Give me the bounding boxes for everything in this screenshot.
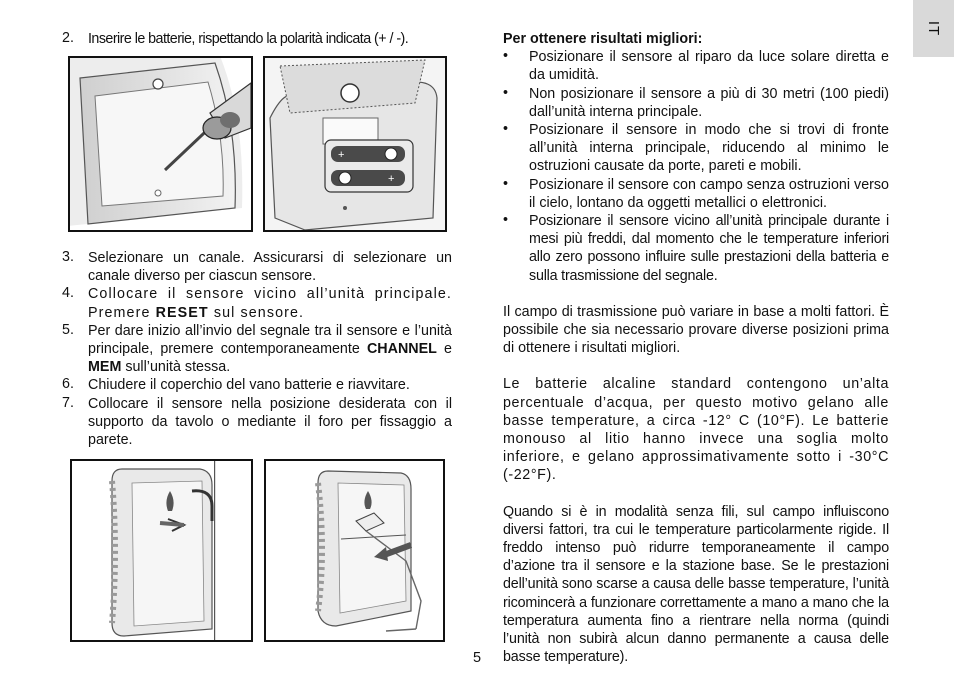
tip-item (503, 48, 889, 84)
wall-mount-illustration (72, 461, 251, 640)
bullet-icon: • (503, 48, 509, 65)
figure-table-stand (264, 459, 445, 642)
step-4 (62, 285, 452, 321)
step-text: Inserire le batterie, rispettando la polarità indicata (+ / -). (88, 31, 409, 47)
figure-open-cover (68, 56, 253, 232)
step-number: 5. (62, 321, 74, 338)
battery-plus-label: + (388, 173, 395, 185)
tip-item (503, 85, 889, 121)
tip-item (503, 121, 889, 176)
tip-text: Non posizionare il sensore a più di 30 metri (100 piedi) dall’unità interna principale. (529, 85, 889, 120)
page-number: 5 (472, 650, 482, 666)
paragraph-batteries: Le batterie alcaline standard contengono un’alta percentuale d’acqua, per questo motivo gelano alle basse temperature, a circa -12° C (10°F). Le batterie monouso al litio hanno invece una soglia molto inferiore, e gelano approssimativamente sotto i -30°C (-22°F). (503, 376, 889, 484)
bullet-icon: • (503, 175, 509, 192)
channel-key-label: CHANNEL (366, 341, 437, 358)
step-text: Selezionare un canale. Assicurarsi di selezionare un canale diverso per ciascun sensore. (88, 250, 452, 285)
language-tab-label: IT (925, 20, 942, 37)
steps-list (62, 249, 452, 449)
step-text (88, 285, 452, 321)
tip-text: Posizionare il sensore vicino all’unità principale durante i mesi più freddi, dal momento che le temperature inferiori allo zero possono influire sulle prestazioni della batteria e sulla trasmissione del segnale. (529, 213, 889, 284)
step-text-part: Collocare il sensore vicino all’unità principale. Premere (88, 286, 452, 321)
step-text: Chiudere il coperchio del vano batterie e riavvitare. (88, 377, 410, 394)
step-6 (62, 376, 452, 394)
language-tab (913, 0, 954, 57)
step-5 (62, 322, 452, 377)
step-number: 2. (62, 30, 74, 46)
tips-heading-text: Per ottenere risultati migliori: (503, 31, 703, 47)
tip-text: Posizionare il sensore con campo senza ostruzioni verso il cielo, lontano da oggetti metallici o elettronici. (529, 176, 889, 211)
step-text-part: sul sensore. (208, 304, 305, 321)
reset-key-label: RESET (155, 304, 209, 321)
bullet-icon: • (503, 121, 509, 138)
tip-item (503, 212, 889, 285)
mem-key-label: MEM (88, 359, 122, 376)
step-number: 6. (62, 376, 74, 393)
step-number: 4. (62, 285, 74, 302)
step-2 (62, 30, 452, 48)
step-text-part: sull’unità stessa. (121, 359, 231, 376)
step-text-part: e (436, 341, 452, 358)
step-number: 7. (62, 394, 74, 411)
sensor-screwdriver-illustration (70, 58, 251, 230)
paragraph-range: Il campo di trasmissione può variare in base a molti fattori. È possibile che sia necessario provare diverse posizioni prima di ottenere i risultati migliori. (503, 303, 889, 357)
tip-item (503, 176, 889, 212)
step-number: 3. (62, 249, 74, 265)
tip-text: Posizionare il sensore al riparo da luce solare diretta e da umidità. (529, 49, 889, 84)
figure-row-battery (68, 56, 453, 232)
right-column (503, 30, 889, 667)
battery-compartment-illustration (265, 58, 445, 230)
bullet-icon: • (503, 212, 509, 229)
battery-plus-label: + (338, 149, 345, 161)
step-text (88, 322, 452, 377)
figure-battery-compartment (263, 56, 447, 232)
figure-row-mounting (68, 459, 453, 635)
table-stand-illustration (266, 461, 443, 640)
step-text-part: Per dare inizio all’invio del segnale tra il sensore e l’unità principale, premere contemporaneamente (88, 322, 452, 358)
tip-text: Posizionare il sensore in modo che si trovi di fronte all’unità interna principale, riducendo al minimo le ostruzioni causate da porte, pareti e mobili. (529, 122, 889, 175)
step-3 (62, 249, 452, 285)
tips-heading (503, 30, 889, 48)
step-text: Collocare il sensore nella posizione desiderata con il supporto da tavolo o mediante il foro per fissaggio a parete. (88, 395, 452, 449)
bullet-icon: • (503, 84, 509, 101)
figure-wall-mount (70, 459, 253, 642)
step-7 (62, 395, 452, 450)
left-column (62, 30, 452, 48)
paragraph-cold-weather: Quando si è in modalità senza fili, sul campo influiscono diversi fattori, tra cui le temperature particolarmente rigide. Il freddo intenso può ridurre temporaneamente il campo d’azione tra il sensore e la stazione base. Se le prestazioni dell’unità sono scarse a causa delle basse temperature, l’unità ricomincerà a funzionare correttamente a mano a mano che la temperatura aumenta fino a rientrare nella norma (quindi l’unità non subirà alcun danno permanente a causa delle basse temperature). (503, 503, 889, 666)
